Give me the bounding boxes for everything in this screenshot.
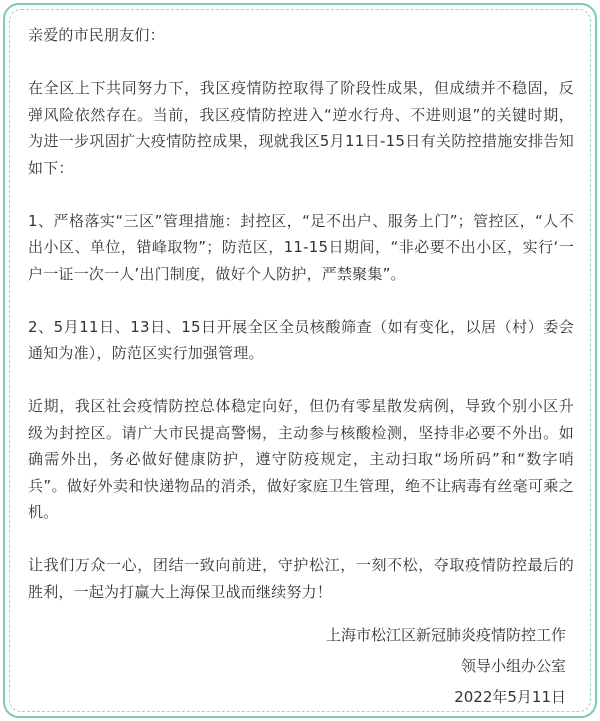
paragraph-gap: [28, 367, 574, 394]
signature-org-line1: 上海市松江区新冠肺炎疫情防控工作: [325, 626, 566, 644]
paragraph-gap: [28, 49, 574, 76]
greeting: 亲爱的市民朋友们：: [28, 26, 165, 44]
paragraph-measure-2: 2、5月11日、13日、15日开展全区全员核酸筛查（如有变化，以居（村）委会通知为准），防范区实行加强管理。: [28, 317, 574, 362]
paragraph-gap: [28, 181, 574, 208]
paragraph-intro: 在全区上下共同努力下，我区疫情防控取得了阶段性成果，但成绩并不稳固，反弹风险依然存在。当前，我区疫情防控进入“逆水行舟、不进则退”的关键时期，为进一步巩固扩大疫情防控成果，现就我区5月11日-15日有关防控措施安排告知如下：: [28, 79, 574, 177]
paragraph-gap: [28, 287, 574, 314]
signature-block: [326, 620, 566, 713]
signature-org-line2: 领导小组办公室: [460, 657, 566, 675]
signature-date: 2022年5月11日: [454, 688, 566, 706]
paragraph-closing: 让我们万众一心，团结一致向前进，守护松江，一刻不松，夺取疫情防控最后的胜利，一起为打赢大上海保卫战而继续努力！: [28, 556, 574, 601]
paragraph-measure-1: 1、严格落实“三区”管理措施：封控区，“足不出户、服务上门”；管控区，“人不出小区、单位，错峰取物”；防范区，11-15日期间，“非必要不出小区，实行‘一户一证一次一人’出门制度，做好个人防护，严禁聚集”。: [28, 211, 574, 283]
paragraph-situation: 近期，我区社会疫情防控总体稳定向好，但仍有零星散发病例，导致个别小区升级为封控区。请广大市民提高警惕，主动参与核酸检测，坚持非必要不外出。如确需外出，务必做好健康防护，遵守防疫规定，主动扫取“场所码”和“数字哨兵”。做好外卖和快递物品的消杀，做好家庭卫生管理，绝不让病毒有丝毫可乘之机。: [28, 397, 574, 521]
paragraph-gap: [28, 526, 574, 553]
notice-body: [28, 22, 574, 605]
